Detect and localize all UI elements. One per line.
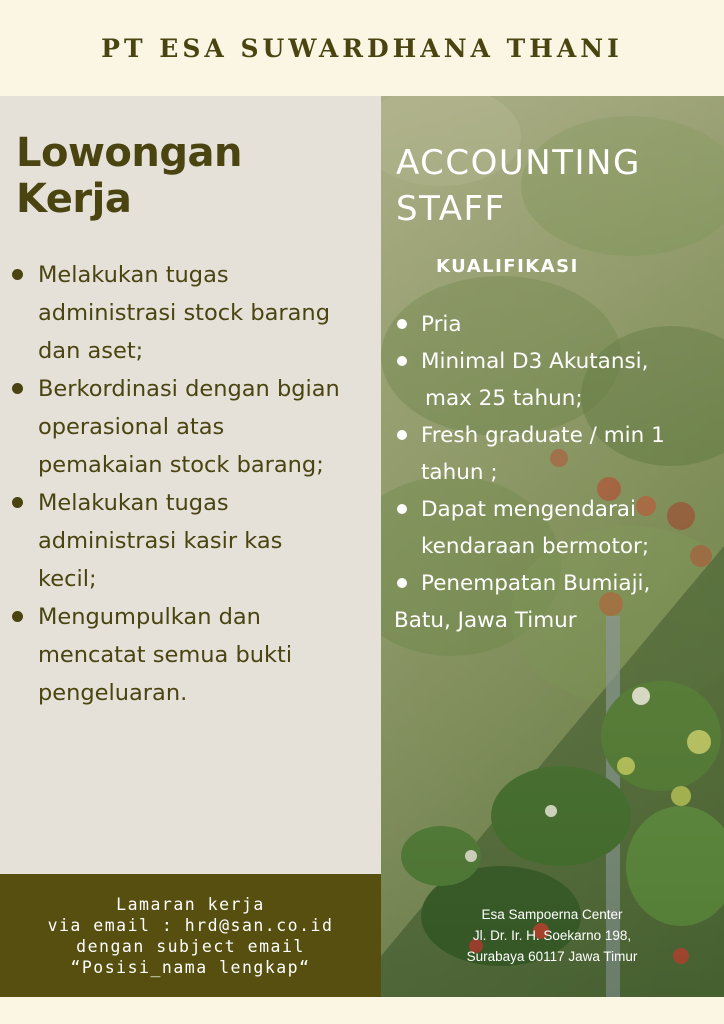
qualification-item: Minimal D3 Akutansi, max 25 tahun; — [394, 343, 720, 417]
company-address — [440, 904, 664, 967]
position-title — [396, 140, 641, 232]
duty-item: Melakukan tugas administrasi stock barang dan aset; — [8, 256, 376, 370]
bullet-icon — [397, 319, 407, 329]
application-info-box — [0, 874, 381, 997]
qualification-item: Fresh graduate / min 1 tahun ; — [394, 417, 720, 491]
bullet-icon — [397, 430, 407, 440]
address-line: Jl. Dr. Ir. H. Soekarno 198, — [472, 928, 632, 943]
bullet-icon — [12, 611, 23, 622]
header-bar — [0, 0, 724, 96]
qualification-item: Pria — [394, 306, 720, 343]
job-vacancy-title-line2: Kerja — [16, 176, 132, 222]
bullet-icon — [397, 578, 407, 588]
duty-item: Mengumpulkan dan mencatat semua bukti pengeluaran. — [8, 598, 376, 712]
position-title-line1: ACCOUNTING — [396, 143, 641, 183]
job-duties-list — [8, 256, 376, 712]
company-name: PT ESA SUWARDHANA THANI — [101, 33, 623, 63]
application-line: dengan subject email — [76, 936, 305, 956]
footer-strip — [0, 997, 724, 1024]
qualifications-heading: KUALIFIKASI — [436, 256, 579, 277]
address-line: Esa Sampoerna Center — [481, 907, 623, 922]
bullet-icon — [12, 269, 23, 280]
bullet-icon — [397, 356, 407, 366]
application-subject: “Posisi_nama lengkap“ — [70, 957, 311, 977]
qualification-item: Penempatan Bumiaji, — [394, 565, 720, 602]
qualification-item-continued: Batu, Jawa Timur — [394, 608, 577, 633]
application-email: via email : hrd@san.co.id — [47, 915, 334, 935]
bullet-icon — [12, 497, 23, 508]
duty-item: Berkordinasi dengan bgian operasional atas pemakaian stock barang; — [8, 370, 376, 484]
qualifications-list — [394, 306, 720, 639]
position-title-line2: STAFF — [396, 189, 506, 229]
job-vacancy-title-line1: Lowongan — [16, 130, 242, 176]
qualification-item: Dapat mengendarai kendaraan bermotor; — [394, 491, 720, 565]
bullet-icon — [12, 383, 23, 394]
application-line: Lamaran kerja — [116, 894, 265, 914]
address-line: Surabaya 60117 Jawa Timur — [466, 949, 638, 964]
job-vacancy-title — [16, 130, 242, 222]
duty-item: Melakukan tugas administrasi kasir kas kecil; — [8, 484, 376, 598]
bullet-icon — [397, 504, 407, 514]
